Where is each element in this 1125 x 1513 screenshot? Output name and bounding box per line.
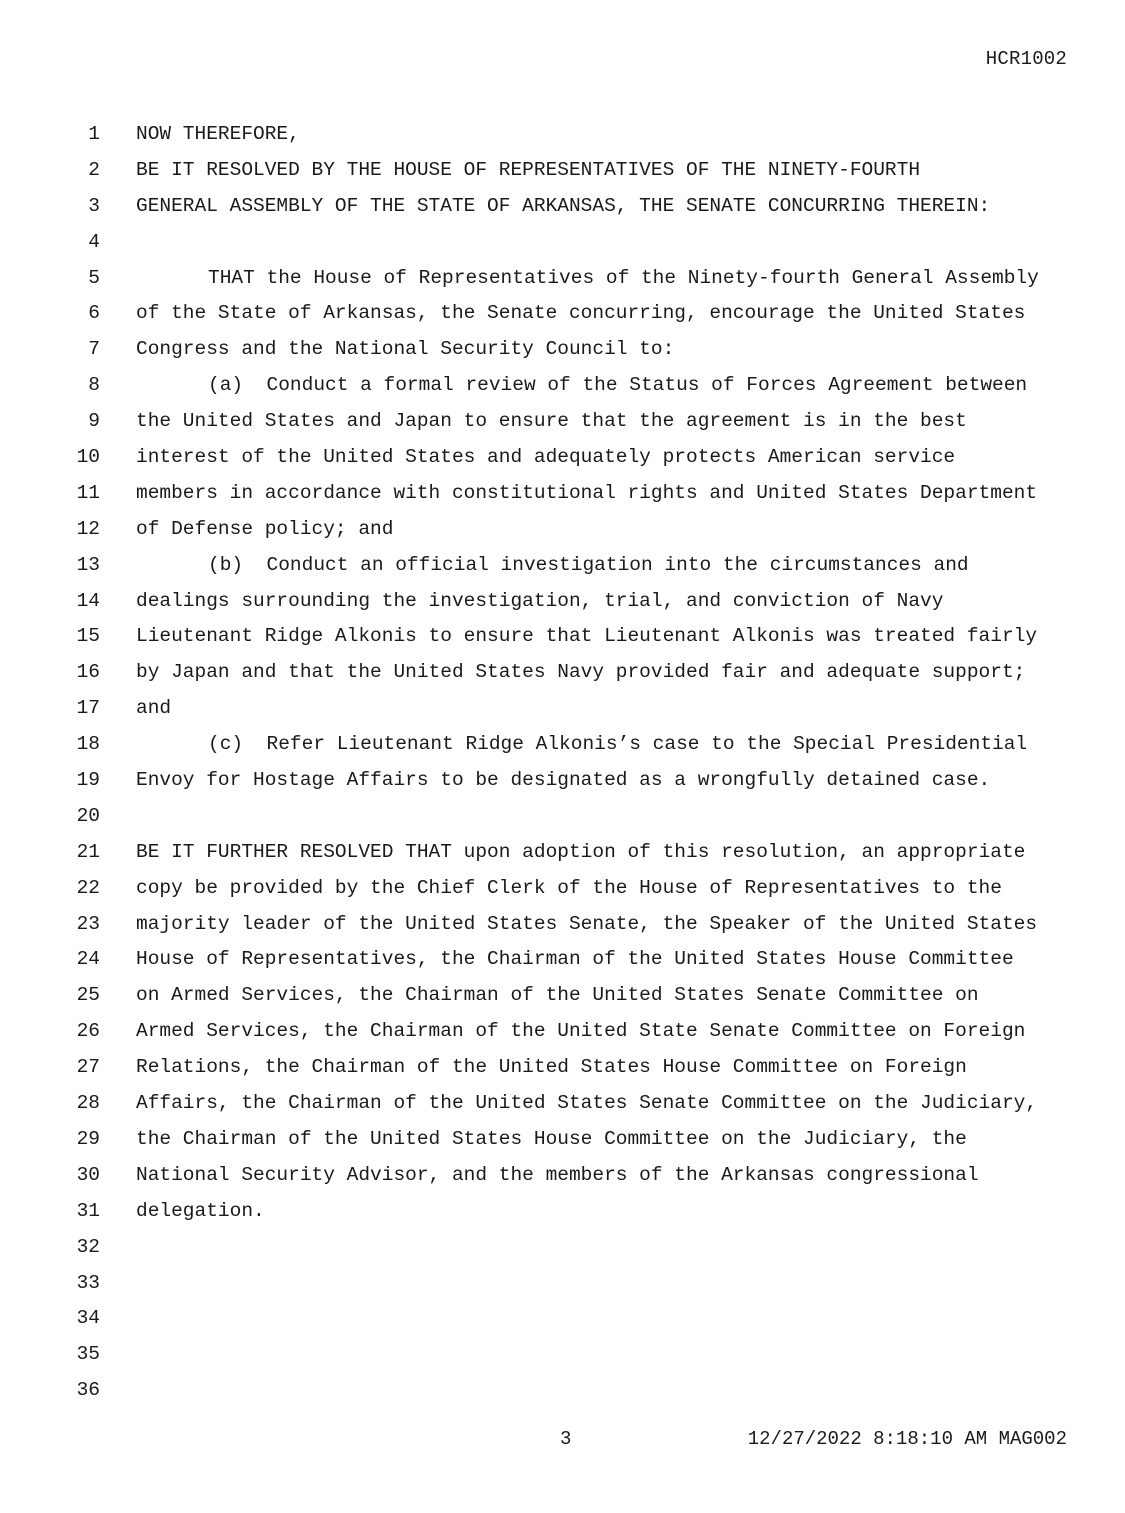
document-line (0, 978, 1125, 1014)
line-number: 13 (76, 553, 100, 576)
line-number: 5 (88, 266, 100, 289)
line-number: 24 (76, 948, 100, 971)
document-line (0, 691, 1125, 727)
document-line (0, 1230, 1125, 1266)
line-number: 32 (76, 1235, 100, 1258)
page-number: 3 (560, 1428, 572, 1450)
document-line (0, 548, 1125, 584)
line-number: 17 (76, 697, 100, 720)
document-line (0, 332, 1125, 368)
line-text: Congress and the National Security Council to: (136, 338, 675, 361)
document-line (0, 440, 1125, 476)
line-text: Affairs, the Chairman of the United States Senate Committee on the Judiciary, (136, 1092, 1038, 1115)
document-line (0, 189, 1125, 225)
line-text: majority leader of the United States Senate, the Speaker of the United States (136, 912, 1038, 935)
line-number: 2 (88, 158, 100, 181)
line-number: 28 (76, 1092, 100, 1115)
line-text: BE IT RESOLVED BY THE HOUSE OF REPRESENTATIVES OF THE NINETY-FOURTH (136, 158, 921, 181)
line-number: 34 (76, 1307, 100, 1330)
line-text: (c) Refer Lieutenant Ridge Alkonis’s case to the Special Presidential (208, 733, 1028, 756)
line-text: House of Representatives, the Chairman of the United States House Committee (136, 948, 1014, 971)
line-number: 9 (88, 410, 100, 433)
line-text: National Security Advisor, and the members of the Arkansas congressional (136, 1163, 979, 1186)
document-line (0, 476, 1125, 512)
line-text: dealings surrounding the investigation, trial, and conviction of Navy (136, 589, 944, 612)
line-number: 31 (76, 1199, 100, 1222)
line-number: 25 (76, 984, 100, 1007)
line-text: of Defense policy; and (136, 517, 394, 540)
line-number: 29 (76, 1127, 100, 1150)
document-line (0, 763, 1125, 799)
line-number: 11 (76, 481, 100, 504)
line-number: 19 (76, 769, 100, 792)
line-number: 20 (76, 804, 100, 827)
line-text: Armed Services, the Chairman of the United State Senate Committee on Foreign (136, 1020, 1026, 1043)
document-line (0, 117, 1125, 153)
line-number: 12 (76, 517, 100, 540)
line-number: 22 (76, 876, 100, 899)
line-text: and (136, 697, 172, 720)
line-number: 18 (76, 733, 100, 756)
document-line (0, 871, 1125, 907)
line-text: Relations, the Chairman of the United States House Committee on Foreign (136, 1056, 967, 1079)
document-line (0, 655, 1125, 691)
document-line (0, 584, 1125, 620)
document-line (0, 404, 1125, 440)
document-line (0, 1301, 1125, 1337)
document-line (0, 1050, 1125, 1086)
line-number: 27 (76, 1056, 100, 1079)
document-line (0, 1086, 1125, 1122)
document-line (0, 368, 1125, 404)
line-number: 6 (88, 302, 100, 325)
line-number: 3 (88, 194, 100, 217)
document-id: HCR1002 (985, 48, 1067, 70)
document-line (0, 261, 1125, 297)
document-line (0, 619, 1125, 655)
line-number: 23 (76, 912, 100, 935)
line-number: 10 (76, 446, 100, 469)
line-number: 21 (76, 840, 100, 863)
document-line (0, 835, 1125, 871)
line-number: 30 (76, 1163, 100, 1186)
line-text: NOW THEREFORE, (136, 123, 300, 145)
document-line (0, 942, 1125, 978)
document-line (0, 1122, 1125, 1158)
line-number: 4 (88, 230, 100, 253)
line-text: GENERAL ASSEMBLY OF THE STATE OF ARKANSAS, THE SENATE CONCURRING THEREIN: (136, 194, 991, 217)
document-line (0, 225, 1125, 261)
line-text: the United States and Japan to ensure that the agreement is in the best (136, 410, 967, 433)
document-line (0, 1158, 1125, 1194)
document-line (0, 153, 1125, 189)
document-line (0, 1266, 1125, 1302)
timestamp-stamp: 12/27/2022 8:18:10 AM MAG002 (747, 1428, 1067, 1450)
line-text: (a) Conduct a formal review of the Status of Forces Agreement between (208, 374, 1028, 397)
document-line (0, 799, 1125, 835)
line-text: by Japan and that the United States Navy provided fair and adequate support; (136, 661, 1026, 684)
line-number: 33 (76, 1271, 100, 1294)
line-text: copy be provided by the Chief Clerk of the House of Representatives to the (136, 876, 1002, 899)
document-line (0, 1373, 1125, 1409)
line-number: 8 (88, 374, 100, 397)
line-text: the Chairman of the United States House Committee on the Judiciary, the (136, 1127, 967, 1150)
line-text: delegation. (136, 1199, 265, 1222)
line-number: 1 (88, 123, 100, 145)
line-text: THAT the House of Representatives of the Ninety-fourth General Assembly (208, 266, 1039, 289)
line-number: 26 (76, 1020, 100, 1043)
line-number: 7 (88, 338, 100, 361)
line-number: 15 (76, 625, 100, 648)
document-line (0, 727, 1125, 763)
document-line (0, 1337, 1125, 1373)
line-number: 36 (76, 1379, 100, 1402)
line-text: Lieutenant Ridge Alkonis to ensure that Lieutenant Alkonis was treated fairly (136, 625, 1038, 648)
document-line (0, 512, 1125, 548)
line-text: (b) Conduct an official investigation into the circumstances and (208, 553, 969, 576)
line-text: on Armed Services, the Chairman of the United States Senate Committee on (136, 984, 979, 1007)
document-line (0, 907, 1125, 943)
line-number: 14 (76, 589, 100, 612)
document-line (0, 296, 1125, 332)
line-text: of the State of Arkansas, the Senate concurring, encourage the United States (136, 302, 1026, 325)
line-number: 16 (76, 661, 100, 684)
document-line (0, 1194, 1125, 1230)
line-number: 35 (76, 1343, 100, 1366)
document-line (0, 1014, 1125, 1050)
line-text: Envoy for Hostage Affairs to be designated as a wrongfully detained case. (136, 769, 991, 792)
resolution-body (0, 117, 1125, 1409)
line-text: BE IT FURTHER RESOLVED THAT upon adoption of this resolution, an appropriate (136, 840, 1026, 863)
line-text: members in accordance with constitutional rights and United States Department (136, 481, 1038, 504)
line-text: interest of the United States and adequately protects American service (136, 446, 956, 469)
